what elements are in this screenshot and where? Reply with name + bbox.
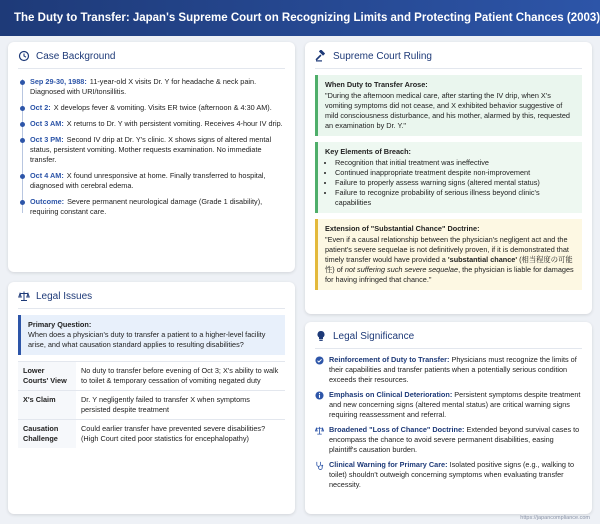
significance-text: [329, 425, 582, 455]
significance-body: Isolated positive signs (e.g., walking to toilet) shouldn't outweigh concerning symptoms when evaluating transfer necessity.: [329, 460, 575, 489]
substantial-chance-text: [325, 235, 574, 284]
timeline-item: [30, 197, 285, 217]
divider: [18, 68, 285, 69]
gavel-icon: [315, 50, 327, 62]
ruling-header: [305, 42, 592, 68]
timeline-text: X develops fever & vomiting. Visits ER twice (afternoon & 4:30 AM).: [53, 103, 272, 112]
quote-bold: 'substantial chance': [447, 255, 518, 264]
duty-arose-box: [315, 75, 582, 136]
significance-label: Emphasis on Clinical Deterioration:: [329, 390, 453, 399]
significance-label: Broadened "Loss of Chance" Doctrine:: [329, 425, 465, 434]
breach-list: [325, 158, 575, 208]
duty-arose-title: When Duty to Transfer Arose:: [325, 80, 428, 89]
timeline-date: Oct 3 AM:: [30, 119, 64, 128]
ruling-title: Supreme Court Ruling: [333, 50, 432, 62]
table-row: [18, 362, 285, 391]
timeline-date: Oct 3 PM:: [30, 135, 64, 144]
legal-issues-title: Legal Issues: [36, 290, 93, 302]
timeline-text: X returns to Dr. Y with persistent vomiting. Receives 4-hour IV drip.: [66, 119, 283, 128]
substantial-chance-title: Extension of "Substantial Chance" Doctrine:: [325, 224, 480, 233]
ruling-card: [305, 42, 592, 314]
row-label: X's Claim: [18, 391, 76, 420]
significance-label: Clinical Warning for Primary Care:: [329, 460, 448, 469]
timeline-date: Oct 4 AM:: [30, 171, 64, 180]
timeline-item: [30, 119, 285, 129]
timeline-item: [30, 77, 285, 97]
primary-question-text: When does a physician's duty to transfer a patient to a higher-level facility arise, and what causation standard applies to resulting disabilities?: [28, 330, 266, 349]
breach-elements-box: [315, 142, 582, 213]
significance-item: [315, 425, 582, 455]
table-row: [18, 420, 285, 449]
divider: [315, 68, 582, 69]
lightbulb-icon: [315, 330, 327, 342]
timeline-item: [30, 135, 285, 165]
divider: [315, 348, 582, 349]
stethoscope-icon: [315, 461, 324, 470]
quote-part: (相当程度の可能性) of: [325, 255, 573, 274]
row-text: Could earlier transfer have prevented severe disabilities? (High Court cited poor statistics for encephalopathy): [76, 420, 285, 449]
legal-issues-header: [8, 282, 295, 308]
history-icon: [18, 50, 30, 62]
timeline-date: Oct 2:: [30, 103, 51, 112]
scales-icon: [315, 426, 324, 435]
timeline-text: Second IV drip at Dr. Y's clinic. X shows signs of altered mental status, persistent vomiting. Mother requests examination. No immediate transfer.: [30, 135, 272, 164]
significance-title: Legal Significance: [333, 330, 415, 342]
primary-question-label: Primary Question:: [28, 320, 92, 329]
row-text: No duty to transfer before evening of Oct 3; X's ability to walk to toilet & temporary cessation of vomiting negated duty: [76, 362, 285, 391]
timeline-text: Severe permanent neurological damage (Grade 1 disability), requiring constant care.: [30, 197, 263, 216]
significance-text: [329, 390, 582, 420]
timeline-date: Sep 29-30, 1988:: [30, 77, 87, 86]
timeline: [8, 75, 295, 217]
list-item: • Failure to recognize probability of serious illness beyond clinic's capabilities: [335, 188, 575, 208]
issues-table: [18, 361, 285, 448]
row-label: Lower Courts' View: [18, 362, 76, 391]
significance-text: [329, 355, 582, 385]
timeline-item: [30, 103, 285, 113]
case-background-header: [8, 42, 295, 68]
significance-item: [315, 355, 582, 385]
significance-body: Extended beyond survival cases to encompass the chance to avoid severe permanent disabilities, easing plaintiff's causation burden.: [329, 425, 580, 454]
divider: [18, 308, 285, 309]
case-background-title: Case Background: [36, 50, 116, 62]
quote-part: , the physician is liable for damages for having infringed that chance.": [325, 265, 574, 284]
table-row: [18, 391, 285, 420]
timeline-item: [30, 171, 285, 191]
list-item: • Recognition that initial treatment was ineffective: [335, 158, 575, 168]
timeline-text: 11-year-old X visits Dr. Y for headache & neck pain. Diagnosed with URI/tonsillitis.: [30, 77, 257, 96]
legal-issues-card: [8, 282, 295, 514]
list-item: • Failure to properly assess warning signs (altered mental status): [335, 178, 575, 188]
timeline-date: Outcome:: [30, 197, 65, 206]
significance-card: [305, 322, 592, 514]
breach-elements-title: Key Elements of Breach:: [325, 147, 411, 156]
row-label: Causation Challenge: [18, 420, 76, 449]
check-circle-icon: [315, 356, 324, 365]
timeline-text: X found unresponsive at home. Finally transferred to hospital, diagnosed with cerebral edema.: [30, 171, 266, 190]
case-background-card: [8, 42, 295, 272]
row-text: Dr. Y negligently failed to transfer X when symptoms persisted despite treatment: [76, 391, 285, 420]
scales-icon: [18, 290, 30, 302]
significance-body: Persistent symptoms despite treatment and new concerning signs (altered mental status) are critical warning signs requiring reassessment and referral.: [329, 390, 581, 419]
page-header: [0, 0, 600, 36]
page-title: The Duty to Transfer: Japan's Supreme Court on Recognizing Limits and Protecting Patient Chances (2003): [14, 12, 600, 24]
quote-italic: not suffering such severe sequelae: [344, 265, 459, 274]
significance-item: [315, 460, 582, 490]
primary-question-box: [18, 315, 285, 355]
info-circle-icon: [315, 391, 324, 400]
significance-header: [305, 322, 592, 348]
significance-label: Reinforcement of Duty to Transfer:: [329, 355, 450, 364]
quote-part: "Even if a causal relationship between the physician's negligent act and the patient's severe sequelae is not definitively proven, if it is demonstrated that timely transfer would have provided a: [325, 235, 569, 264]
significance-item: [315, 390, 582, 420]
significance-body: Physicians must recognize the limits of their capabilities and transfer patients when a potentially serious condition exceeds their resources.: [329, 355, 577, 384]
duty-arose-text: "During the afternoon medical care, after starting the IV drip, when X's vomiting symptoms did not cease, and X exhibited behavior suggestive of mild consciousness disturbance, and his mother, alarmed by this, requested an examination by Dr. Y.": [325, 91, 570, 130]
significance-text: [329, 460, 582, 490]
list-item: • Continued inappropriate treatment despite non-improvement: [335, 168, 575, 178]
substantial-chance-box: [315, 219, 582, 290]
footer-url: https://japancompliance.com: [520, 515, 590, 521]
